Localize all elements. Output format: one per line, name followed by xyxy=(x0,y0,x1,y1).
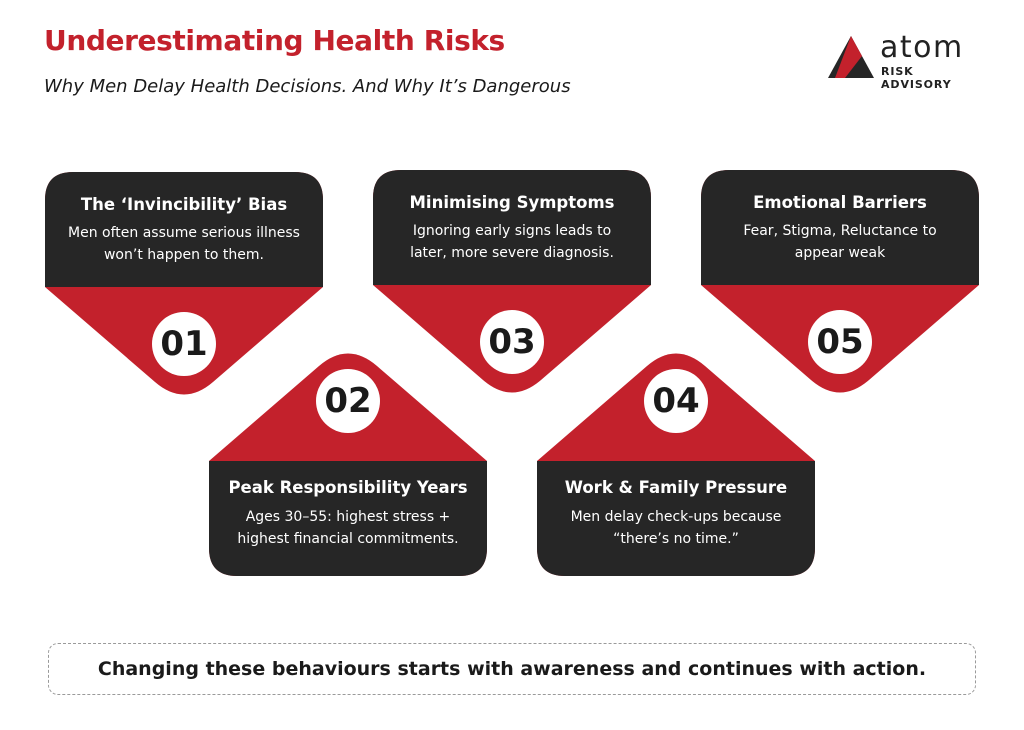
footer-callout xyxy=(48,643,976,695)
atom-logo-mark-icon xyxy=(828,36,874,78)
card-04-description: Men delay check-ups because “there’s no time.” xyxy=(570,509,782,547)
card-03-title: Minimising Symptoms xyxy=(409,193,615,212)
atom-logo xyxy=(828,30,988,91)
card-04 xyxy=(537,346,815,576)
card-02-number: 02 xyxy=(324,381,372,421)
card-01-description: Men often assume serious illness won’t happen to them. xyxy=(68,225,300,263)
card-03-number: 03 xyxy=(488,322,536,362)
card-02 xyxy=(209,346,487,576)
card-02-description: Ages 30–55: highest stress + highest financial commitments. xyxy=(237,509,459,547)
card-02-title: Peak Responsibility Years xyxy=(228,478,468,497)
card-05-description: Fear, Stigma, Reluctance to appear weak xyxy=(743,223,937,261)
card-05-number: 05 xyxy=(816,322,864,362)
page-title: Underestimating Health Risks xyxy=(44,24,505,57)
footer-text: Changing these behaviours starts with awareness and continues with action. xyxy=(97,658,927,680)
card-04-number: 04 xyxy=(652,381,700,421)
card-01-title: The ‘Invincibility’ Bias xyxy=(80,195,288,214)
logo-name: atom xyxy=(880,30,964,65)
card-04-title: Work & Family Pressure xyxy=(564,478,788,497)
card-03-description: Ignoring early signs leads to later, more severe diagnosis. xyxy=(410,223,614,261)
page-subtitle: Why Men Delay Health Decisions. And Why It’s Dangerous xyxy=(44,76,571,97)
logo-tagline: RISK ADVISORY xyxy=(881,65,952,91)
card-01-number: 01 xyxy=(160,324,208,364)
card-05-title: Emotional Barriers xyxy=(753,193,927,212)
